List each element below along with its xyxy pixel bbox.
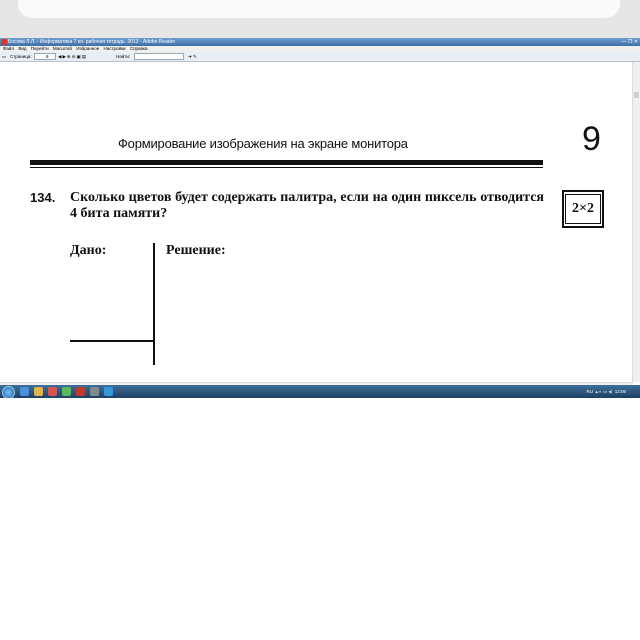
language-indicator[interactable]: RU xyxy=(586,389,593,394)
word-icon[interactable] xyxy=(104,387,113,396)
difficulty-badge-label: 2×2 xyxy=(565,194,601,224)
toolbar xyxy=(0,52,640,62)
app-icon[interactable] xyxy=(62,387,71,396)
vertical-scrollbar[interactable] xyxy=(632,62,640,382)
system-tray[interactable] xyxy=(586,388,626,395)
menu-item-favorites[interactable]: Избранное xyxy=(76,46,100,51)
nav-icons[interactable]: ◀▶⊕⊖▣▤ xyxy=(58,54,87,59)
header-rule xyxy=(30,160,543,165)
clock[interactable]: 13:06 xyxy=(614,389,626,394)
scrollbar-thumb[interactable] xyxy=(634,92,639,98)
page-value: 6 xyxy=(46,54,49,59)
find-input[interactable] xyxy=(134,52,184,61)
page-input[interactable] xyxy=(34,52,56,61)
open-icon[interactable]: ▭ xyxy=(2,54,7,59)
solution-label: Решение: xyxy=(166,243,226,258)
given-underline xyxy=(70,340,154,342)
window-titlebar[interactable] xyxy=(0,38,640,46)
window-title: Босова Л.Л. - Информатика 7 кл. рабочая тетрадь. 2013 - Adobe Reader xyxy=(8,39,176,45)
reader-task-icon[interactable] xyxy=(76,387,85,396)
section-header: Формирование изображения на экране монитора xyxy=(118,136,408,151)
page-input-box[interactable] xyxy=(34,53,56,60)
header-rule-thin xyxy=(30,167,543,168)
menu-item-file[interactable]: Файл xyxy=(3,46,15,51)
adobe-reader-icon xyxy=(1,39,7,45)
ie-icon[interactable] xyxy=(20,387,29,396)
phone-overlay-card xyxy=(18,0,620,18)
menu-item-view[interactable]: Вид xyxy=(18,46,27,51)
tool-icon[interactable] xyxy=(90,387,99,396)
page-label: Страница: xyxy=(10,54,32,59)
given-label: Дано: xyxy=(70,243,107,258)
difficulty-badge xyxy=(562,190,604,228)
task-number: 134. xyxy=(30,190,56,205)
find-label: Найти: xyxy=(116,54,131,59)
windows-taskbar xyxy=(0,385,640,398)
window-controls[interactable]: — ❐ ✕ xyxy=(621,39,638,45)
start-button[interactable] xyxy=(2,386,15,398)
explorer-icon[interactable] xyxy=(34,387,43,396)
menu-item-go[interactable]: Перейти xyxy=(30,46,49,51)
find-next-icon[interactable]: ➜ ✎ xyxy=(188,54,197,59)
menu-item-settings[interactable]: Настройки xyxy=(103,46,126,51)
given-solution-divider xyxy=(153,243,155,365)
media-icon[interactable] xyxy=(48,387,57,396)
phone-overlay-bar xyxy=(0,0,640,38)
task-text: Сколько цветов будет содержать палитра, если на один пиксель отводится 4 бита памяти? xyxy=(70,190,544,221)
page-number: 9 xyxy=(582,120,601,158)
menu-item-help[interactable]: Справка xyxy=(129,46,148,51)
find-input-box[interactable] xyxy=(134,53,184,60)
document-area xyxy=(0,62,640,382)
tray-icons[interactable]: ▴ ◐ ▭ ◂) xyxy=(594,389,614,394)
menu-item-zoom[interactable]: Масштаб xyxy=(52,46,73,51)
